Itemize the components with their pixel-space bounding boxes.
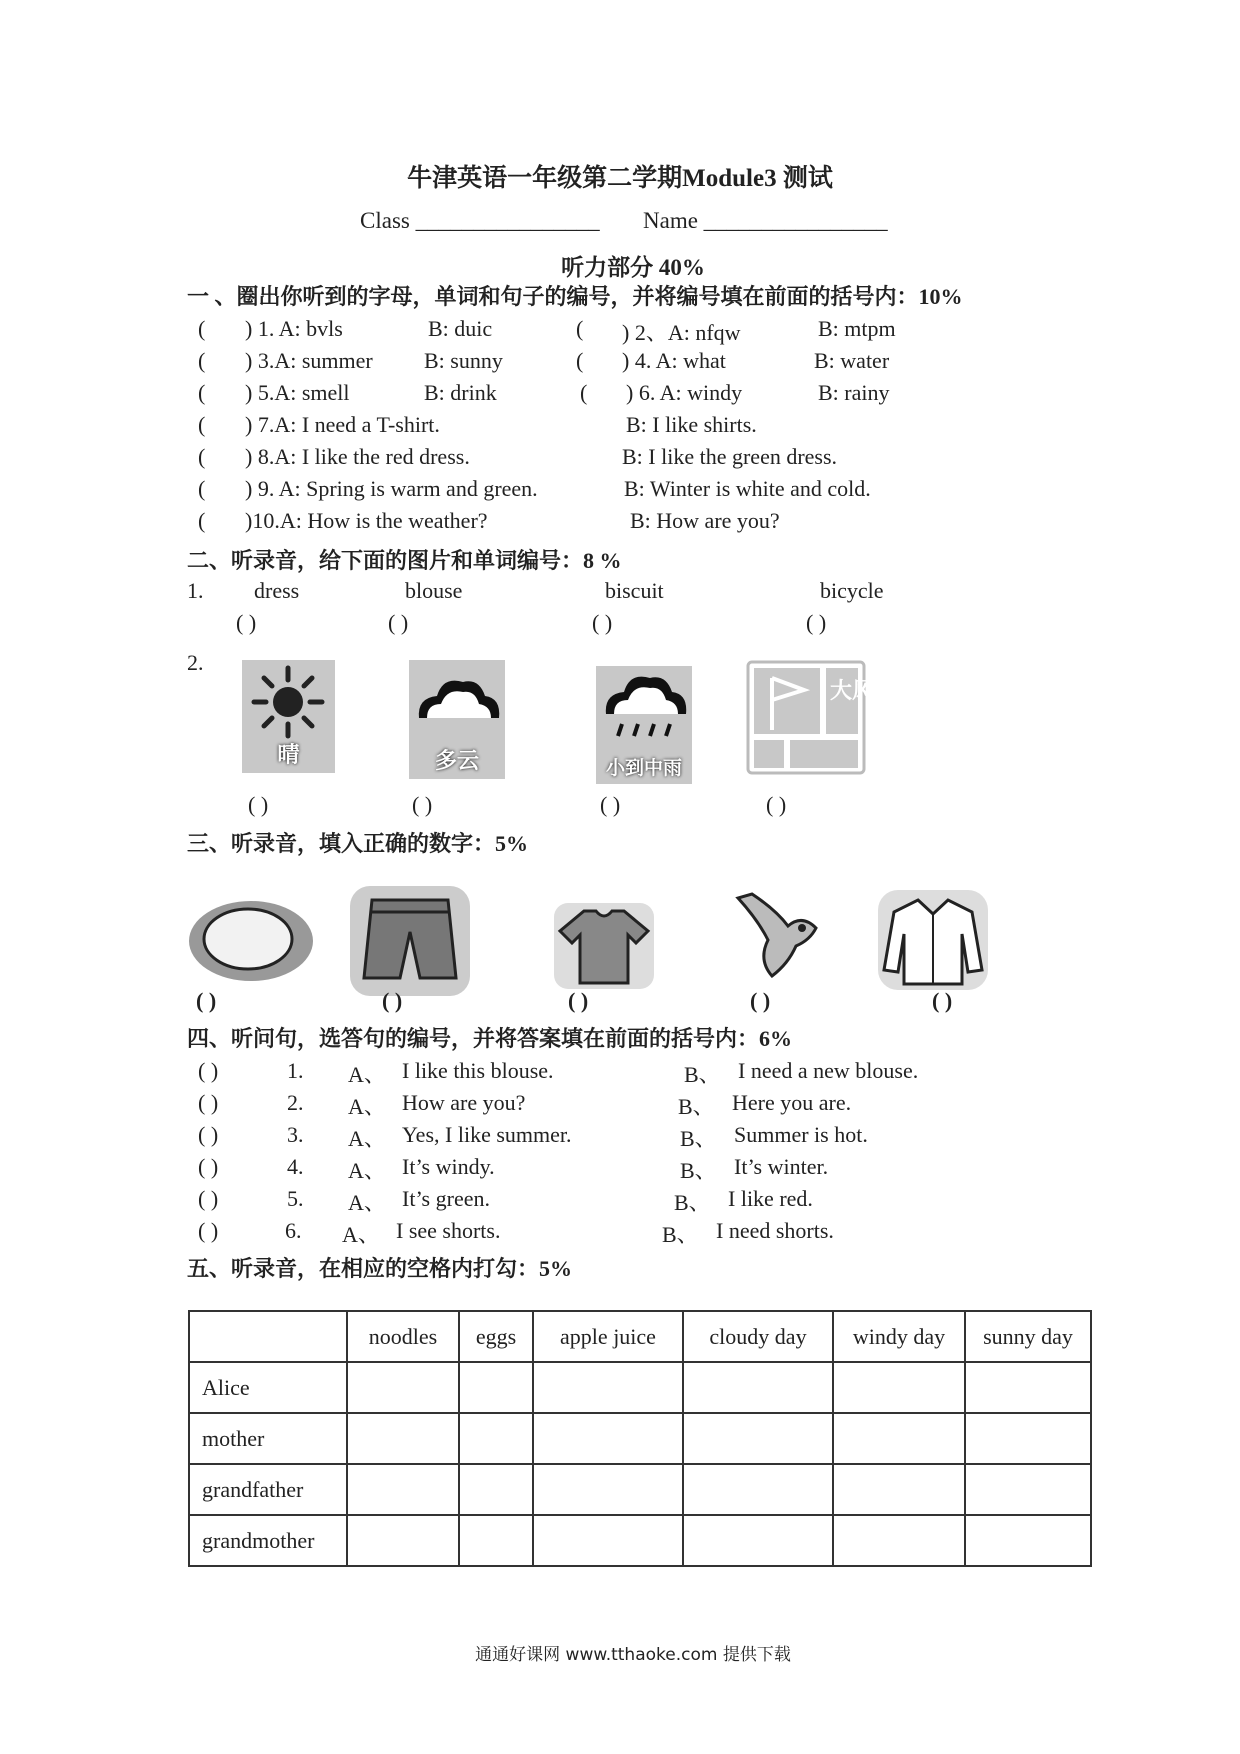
- option-b: B: duic: [428, 316, 493, 341]
- check-cell[interactable]: [833, 1464, 965, 1515]
- table-header-cell: eggs: [459, 1311, 533, 1362]
- table-row: [189, 1464, 1091, 1515]
- bracket: (: [198, 316, 206, 341]
- sun-icon: [242, 660, 335, 750]
- option-b: B: I like shirts.: [626, 412, 757, 437]
- tshirt-icon: [554, 903, 654, 989]
- check-cell[interactable]: [965, 1464, 1091, 1515]
- question-4: ) 4. A: what: [622, 348, 726, 373]
- check-cell[interactable]: [459, 1515, 533, 1566]
- bracket: ( ): [198, 1154, 219, 1179]
- bracket: (: [576, 348, 584, 373]
- bracket: ( ): [198, 1090, 219, 1115]
- egg-icon: [186, 895, 316, 985]
- bracket: (: [198, 508, 206, 533]
- bracket: ( ): [198, 1186, 219, 1211]
- option-b-text: I like red.: [728, 1186, 813, 1211]
- option-b: B: mtpm: [818, 316, 896, 341]
- footer-credit: 通通好课网 www.tthaoke.com 提供下载: [475, 1645, 791, 1665]
- check-cell[interactable]: [683, 1464, 833, 1515]
- item-number: 4.: [287, 1154, 304, 1179]
- weather-caption: 大风: [830, 679, 875, 704]
- option-b: B: water: [814, 348, 890, 373]
- answer-bracket[interactable]: ( ): [196, 988, 217, 1013]
- option-b: B: How are you?: [630, 508, 780, 533]
- section5-heading: 五、听录音，在相应的空格内打勾：5%: [187, 1256, 573, 1281]
- option-b: B: sunny: [424, 348, 503, 373]
- section1-heading: 一 、圈出你听到的字母，单词和句子的编号，并将编号填在前面的括号内：10%: [187, 284, 963, 309]
- section4-heading: 四、听问句，选答句的编号，并将答案填在前面的括号内：6%: [187, 1026, 793, 1051]
- table-header-cell: noodles: [347, 1311, 459, 1362]
- option-b: B: Winter is white and cold.: [624, 476, 871, 501]
- table-header-cell: apple juice: [533, 1311, 683, 1362]
- check-cell[interactable]: [347, 1515, 459, 1566]
- check-cell[interactable]: [833, 1362, 965, 1413]
- item-number: 3.: [287, 1122, 304, 1147]
- blouse-icon: [878, 890, 988, 990]
- check-cell[interactable]: [533, 1362, 683, 1413]
- weather-caption: 小到中雨: [605, 757, 682, 779]
- option-b-label: B、: [684, 1062, 721, 1087]
- page-title: 牛津英语一年级第二学期Module3 测试: [407, 165, 833, 192]
- question-1: ) 1. A: bvls: [245, 316, 343, 341]
- option-a-label: A、: [348, 1062, 386, 1087]
- option-a-label: A、: [348, 1158, 386, 1183]
- sunny-picture: [242, 660, 335, 773]
- check-cell[interactable]: [533, 1464, 683, 1515]
- name-field: Name ________________: [643, 208, 888, 233]
- table-header-cell: windy day: [833, 1311, 965, 1362]
- item-number: 6.: [285, 1218, 302, 1243]
- row-label: grandmother: [189, 1515, 347, 1566]
- bracket: ( ): [198, 1058, 219, 1083]
- option-b-text: I need shorts.: [716, 1218, 834, 1243]
- answer-bracket[interactable]: ( ): [412, 792, 433, 817]
- word-blouse: blouse: [405, 578, 463, 603]
- answer-bracket[interactable]: ( ): [766, 792, 787, 817]
- option-a-label: A、: [342, 1222, 380, 1247]
- question-2: ) 2、A: nfqw: [622, 320, 741, 345]
- option-a-label: A、: [348, 1190, 386, 1215]
- shorts-icon: [350, 886, 470, 996]
- option-b-label: B、: [680, 1126, 717, 1151]
- rain-cloud-icon: [596, 666, 692, 754]
- item-number: 1.: [287, 1058, 304, 1083]
- check-cell[interactable]: [683, 1515, 833, 1566]
- listening-header: 听力部分 40%: [561, 255, 705, 280]
- table-header-cell: [189, 1311, 347, 1362]
- option-a-label: A、: [348, 1126, 386, 1151]
- item-number-1: 1.: [187, 578, 204, 603]
- table-row: [189, 1413, 1091, 1464]
- section3-heading: 三、听录音，填入正确的数字：5%: [187, 831, 529, 856]
- option-b: B: rainy: [818, 380, 890, 405]
- table-header-cell: cloudy day: [683, 1311, 833, 1362]
- bracket: ( ): [198, 1218, 219, 1243]
- bracket: (: [198, 444, 206, 469]
- question-10: )10.A: How is the weather?: [245, 508, 488, 533]
- answer-bracket[interactable]: ( ): [592, 610, 613, 635]
- row-label: grandfather: [189, 1464, 347, 1515]
- bracket: (: [580, 380, 588, 405]
- row-label: mother: [189, 1413, 347, 1464]
- answer-bracket[interactable]: ( ): [750, 988, 771, 1013]
- item-number-2: 2.: [187, 650, 204, 675]
- check-cell[interactable]: [347, 1464, 459, 1515]
- weather-caption: 多云: [434, 749, 479, 774]
- bracket: (: [198, 412, 206, 437]
- item-number: 5.: [287, 1186, 304, 1211]
- table-header-row: [189, 1311, 1091, 1362]
- word-biscuit: biscuit: [605, 578, 664, 603]
- answer-bracket[interactable]: ( ): [382, 988, 403, 1013]
- weather-caption: 晴: [277, 743, 300, 768]
- check-cell[interactable]: [533, 1413, 683, 1464]
- option-a-text: I like this blouse.: [402, 1058, 554, 1083]
- question-8: ) 8.A: I like the red dress.: [245, 444, 470, 469]
- answer-bracket[interactable]: ( ): [600, 792, 621, 817]
- option-b-text: Here you are.: [732, 1090, 852, 1115]
- checklist-table: [188, 1310, 1092, 1567]
- option-b-label: B、: [674, 1190, 711, 1215]
- rain-picture: [596, 666, 692, 784]
- row-label: Alice: [189, 1362, 347, 1413]
- option-a-label: A、: [348, 1094, 386, 1119]
- option-b-text: I need a new blouse.: [738, 1058, 919, 1083]
- check-cell[interactable]: [965, 1413, 1091, 1464]
- option-a-text: Yes, I like summer.: [402, 1122, 572, 1147]
- answer-bracket[interactable]: ( ): [568, 988, 589, 1013]
- check-cell[interactable]: [965, 1515, 1091, 1566]
- item-number: 2.: [287, 1090, 304, 1115]
- question-9: ) 9. A: Spring is warm and green.: [245, 476, 538, 501]
- section2-heading: 二、听录音，给下面的图片和单词编号：8 %: [187, 548, 622, 573]
- windy-picture: [746, 660, 875, 775]
- check-cell[interactable]: [347, 1413, 459, 1464]
- answer-bracket[interactable]: ( ): [388, 610, 409, 635]
- check-cell[interactable]: [833, 1413, 965, 1464]
- question-5: ) 5.A: smell: [245, 380, 350, 405]
- option-a-text: It’s green.: [402, 1186, 490, 1211]
- answer-bracket[interactable]: ( ): [932, 988, 953, 1013]
- check-cell[interactable]: [459, 1362, 533, 1413]
- word-bicycle: bicycle: [820, 578, 884, 603]
- option-b-text: Summer is hot.: [734, 1122, 868, 1147]
- bracket: (: [576, 316, 584, 341]
- bird-icon: [728, 890, 824, 986]
- option-a-text: How are you?: [402, 1090, 526, 1115]
- check-cell[interactable]: [683, 1362, 833, 1413]
- question-3: ) 3.A: summer: [245, 348, 373, 373]
- table-header-cell: sunny day: [965, 1311, 1091, 1362]
- table-row: [189, 1515, 1091, 1566]
- option-a-text: It’s windy.: [402, 1154, 495, 1179]
- check-cell[interactable]: [459, 1413, 533, 1464]
- check-cell[interactable]: [683, 1413, 833, 1464]
- check-cell[interactable]: [459, 1464, 533, 1515]
- question-6: ) 6. A: windy: [626, 380, 743, 405]
- check-cell[interactable]: [833, 1515, 965, 1566]
- table-row: [189, 1362, 1091, 1413]
- option-b: B: drink: [424, 380, 497, 405]
- option-b-label: B、: [662, 1222, 699, 1247]
- question-7: ) 7.A: I need a T-shirt.: [245, 412, 440, 437]
- word-dress: dress: [254, 578, 300, 603]
- option-b-label: B、: [680, 1158, 717, 1183]
- bracket: ( ): [198, 1122, 219, 1147]
- check-cell[interactable]: [965, 1362, 1091, 1413]
- check-cell[interactable]: [347, 1362, 459, 1413]
- bracket: (: [198, 380, 206, 405]
- answer-bracket[interactable]: ( ): [248, 792, 269, 817]
- option-b-label: B、: [678, 1094, 715, 1119]
- class-field: Class ________________: [360, 208, 600, 233]
- cloudy-picture: [409, 660, 505, 779]
- option-b: B: I like the green dress.: [622, 444, 838, 469]
- bracket: (: [198, 476, 206, 501]
- bracket: (: [198, 348, 206, 373]
- check-cell[interactable]: [533, 1515, 683, 1566]
- option-b-text: It’s winter.: [734, 1154, 829, 1179]
- cloud-icon: [409, 660, 505, 740]
- answer-bracket[interactable]: ( ): [236, 610, 257, 635]
- option-a-text: I see shorts.: [396, 1218, 501, 1243]
- answer-bracket[interactable]: ( ): [806, 610, 827, 635]
